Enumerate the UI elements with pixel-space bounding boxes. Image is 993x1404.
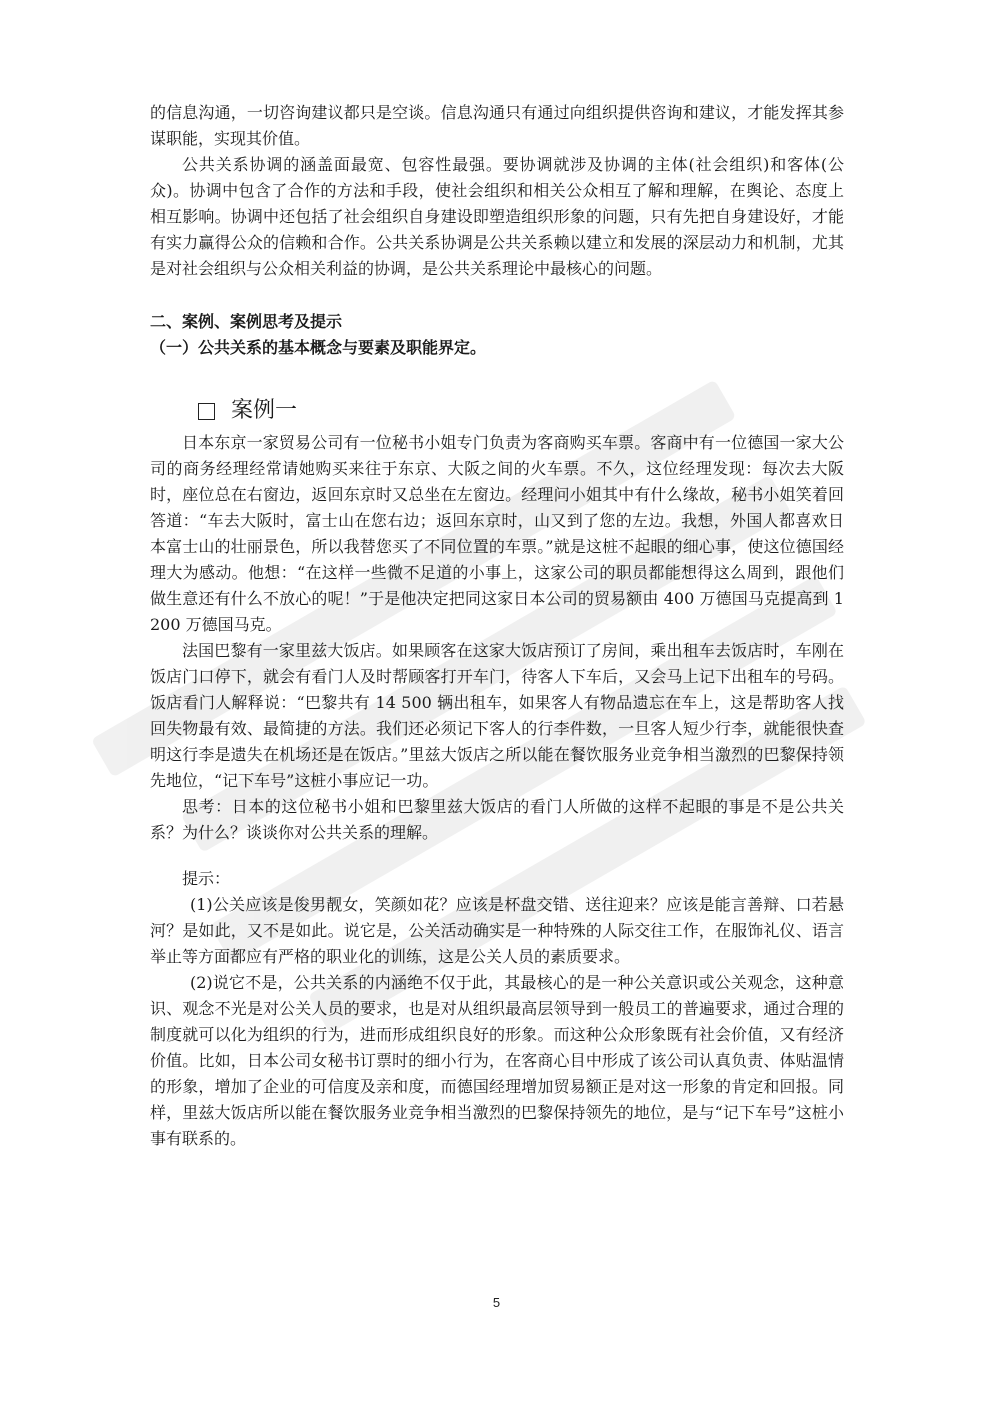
case-title-text: 案例一	[231, 398, 298, 423]
case-question: 思考：日本的这位秘书小姐和巴黎里兹大饭店的看门人所做的这样不起眼的事是不是公共关系？为什么？谈谈你对公共关系的理解。	[150, 797, 844, 842]
case-paragraph-japan: 日本东京一家贸易公司有一位秘书小姐专门负责为客商购买车票。客商中有一位德国一家大公司的商务经理经常请她购买来往于东京、大阪之间的火车票。不久，这位经理发现：每次去大阪时，座位总在右窗边，返回东京时又总坐在左窗边。经理问小姐其中有什么缘故，秘书小姐笑着回答道：“车去大阪时，富士山在您右边；返回东京时，山又到了您的左边。我想，外国人都喜欢日本富士山的壮丽景色，所以我替您买了不同位置的车票。”就是这桩不起眼的细心事，使这位德国经理大为感动。他想：“在这样一些微不足道的小事上，这家公司的职员都能想得这么周到，跟他们做生意还有什么不放心的呢！”于是他决定把同这家日本公司的贸易额由 400 万德国马克提高到 1 200 万德国马克。	[150, 433, 844, 634]
section-heading: 二、案例、案例思考及提示	[150, 312, 343, 331]
hint-paragraph-1: (1)公关应该是俊男靓女，笑颜如花？应该是杯盘交错、送往迎来？应该是能言善辩、口若悬河？是如此，又不是如此。说它是，公关活动确实是一种特殊的人际交往工作，在服饰礼仪、语言举止等方面都应有严格的职业化的训练，这是公关人员的素质要求。	[150, 895, 844, 966]
hint-label: 提示：	[182, 869, 231, 888]
page-number: 5	[492, 1295, 501, 1310]
checkbox-square-icon	[198, 403, 215, 420]
hint-paragraph-2: (2)说它不是，公共关系的内涵绝不仅于此，其最核心的是一种公关意识或公关观念，这种意识、观念不光是对公关人员的要求，也是对从组织最高层领导到一般员工的普遍要求，通过合理的制度就可以化为组织的行为，进而形成组织良好的形象。而这种公众形象既有社会价值，又有经济价值。比如，日本公司女秘书订票时的细小行为，在客商心目中形成了该公司认真负责、体贴温情的形象，增加了企业的可信度及亲和度，而德国经理增加贸易额正是对这一形象的肯定和回报。同样，里兹大饭店所以能在餐饮服务业竞争相当激烈的巴黎保持领先的地位，是与“记下车号”这桩小事有联系的。	[150, 973, 844, 1148]
paragraph-coordination: 公共关系协调的涵盖面最宽、包容性最强。要协调就涉及协调的主体(社会组织)和客体(公众)。协调中包含了合作的方法和手段，使社会组织和相关公众相互了解和理解，在舆论、态度上相互影响。协调中还包括了社会组织自身建设即塑造组织形象的问题，只有先把自身建设好，才能有实力赢得公众的信赖和合作。公共关系协调是公共关系赖以建立和发展的深层动力和机制，尤其是对社会组织与公众相关利益的协调，是公共关系理论中最核心的问题。	[150, 155, 844, 278]
page-content	[150, 100, 844, 1152]
paragraph-info-communication: 的信息沟通，一切咨询建议都只是空谈。信息沟通只有通过向组织提供咨询和建议，才能发挥其参谋职能，实现其价值。	[150, 103, 844, 148]
section-subheading: （一）公共关系的基本概念与要素及职能界定。	[150, 338, 487, 357]
case-paragraph-paris: 法国巴黎有一家里兹大饭店。如果顾客在这家大饭店预订了房间，乘出租车去饭店时，车刚在饭店门口停下，就会有看门人及时帮顾客打开车门，待客人下车后，又会马上记下出租车的号码。饭店看门人解释说：“巴黎共有 14 500 辆出租车，如果客人有物品遗忘在车上，这是帮助客人找回失物最有效、最简捷的方法。我们还必须记下客人的行李件数，一旦客人短少行李，就能很快查明这行李是遗失在机场还是在饭店。”里兹大饭店之所以能在餐饮服务业竞争相当激烈的巴黎保持领先地位，“记下车号”这桩小事应记一功。	[150, 641, 844, 790]
case-title	[198, 396, 844, 426]
